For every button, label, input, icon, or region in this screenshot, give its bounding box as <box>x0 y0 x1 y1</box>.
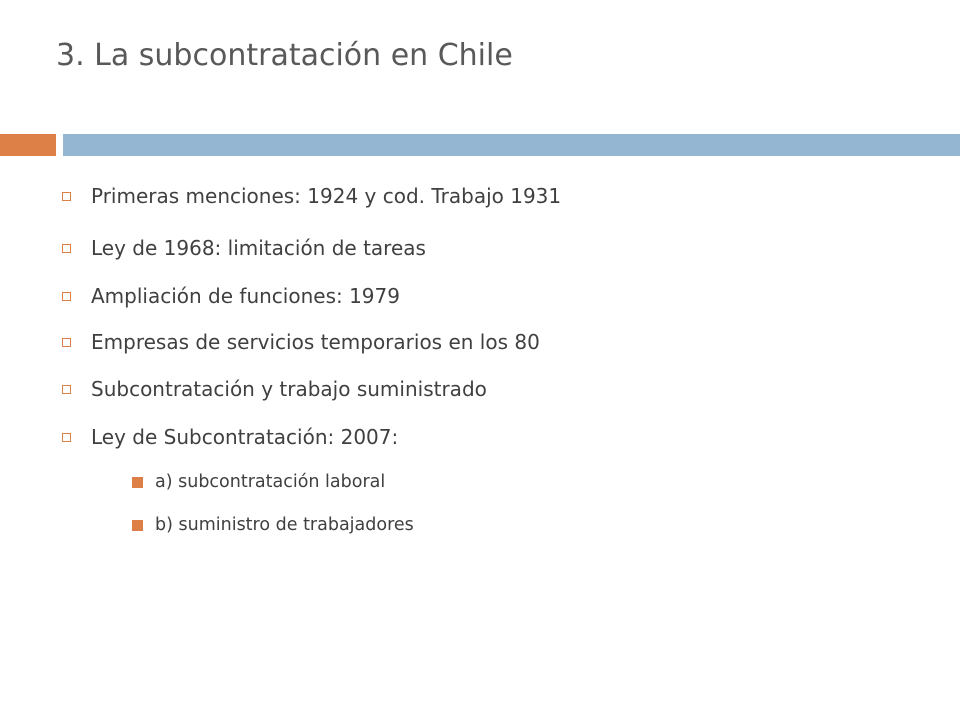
hollow-square-bullet-icon <box>62 385 71 394</box>
sub-bullet-item <box>132 512 414 538</box>
hollow-square-bullet-icon <box>62 338 71 347</box>
filled-square-bullet-icon <box>132 477 143 488</box>
bullet-item <box>62 233 426 263</box>
header-accent-bar-blue <box>63 134 960 156</box>
bullet-text: Subcontratación y trabajo suministrado <box>91 377 487 401</box>
bullet-item <box>62 281 400 311</box>
bullet-text: Empresas de servicios temporarios en los 80 <box>91 330 540 354</box>
bullet-item <box>62 422 398 452</box>
bullet-text: Ley de 1968: limitación de tareas <box>91 236 426 260</box>
bullet-item <box>62 181 561 211</box>
sub-bullet-text: a) subcontratación laboral <box>155 472 386 492</box>
sub-bullet-item <box>132 469 385 495</box>
hollow-square-bullet-icon <box>62 433 71 442</box>
sub-bullet-text: b) suministro de trabajadores <box>155 515 414 535</box>
filled-square-bullet-icon <box>132 520 143 531</box>
bullet-text: Primeras menciones: 1924 y cod. Trabajo 1931 <box>91 184 562 208</box>
bullet-text: Ley de Subcontratación: 2007: <box>91 425 399 449</box>
hollow-square-bullet-icon <box>62 292 71 301</box>
bullet-text: Ampliación de funciones: 1979 <box>91 284 400 308</box>
slide-title: 3. La subcontratación en Chile <box>56 38 513 73</box>
hollow-square-bullet-icon <box>62 192 71 201</box>
hollow-square-bullet-icon <box>62 244 71 253</box>
header-accent-bar-orange <box>0 134 56 156</box>
bullet-item <box>62 327 540 357</box>
bullet-item <box>62 374 487 404</box>
